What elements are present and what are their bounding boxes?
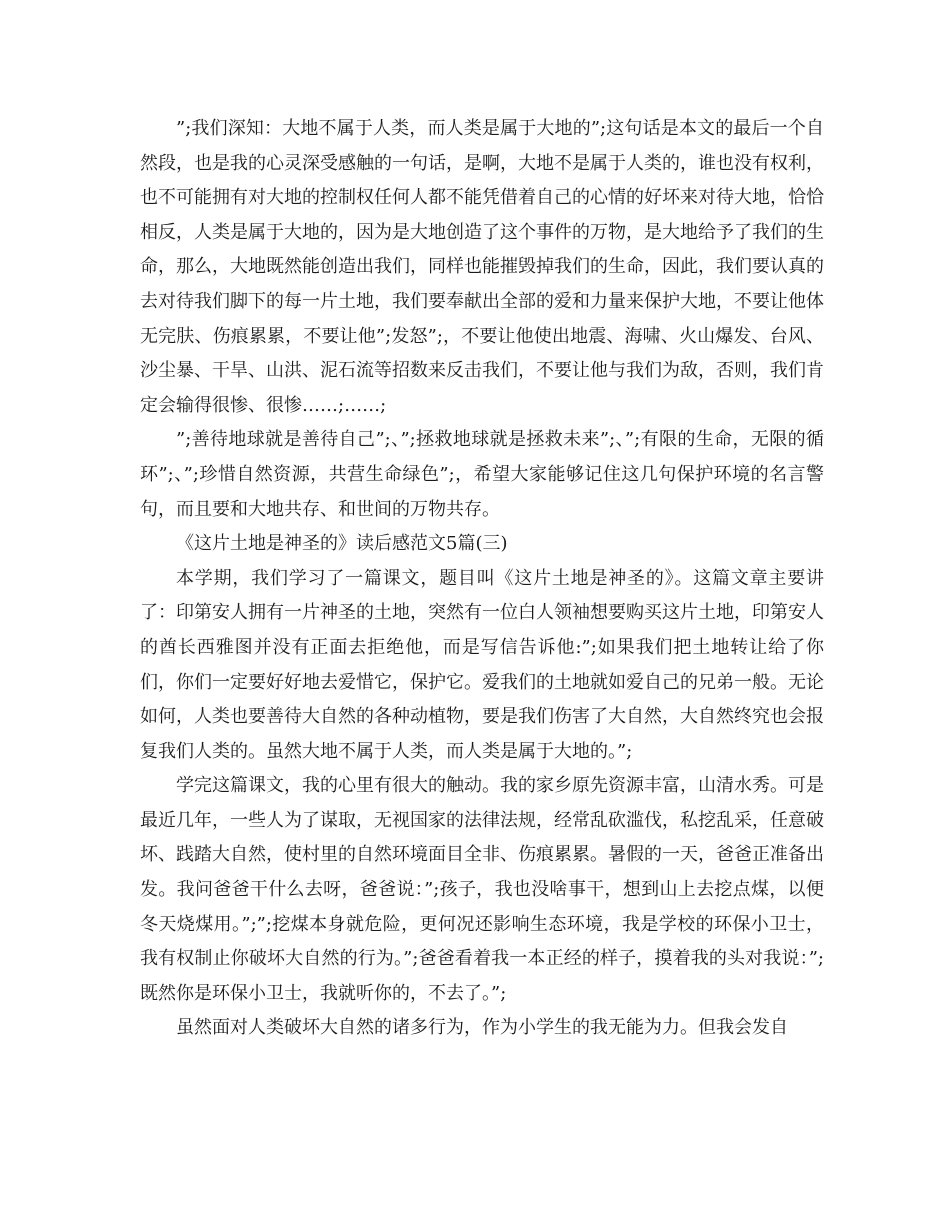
paragraph-5: 虽然面对人类破坏大自然的诸多行为，作为小学生的我无能为力。但我会发自: [176, 1017, 788, 1039]
paragraph-2: ”;善待地球就是善待自己”;、”;拯救地球就是拯救未来”;、”;有限的生命，无限的循环”;、”;珍惜自然资源，共营生命绿色”;，希望大家能够记住这几句保护环境的名言警句，而且要和大地共存、和世间的万物共存。: [140, 429, 824, 520]
document-page: [140, 112, 824, 1046]
paragraph-4: 学完这篇课文，我的心里有很大的触动。我的家乡原先资源丰富，山清水秀。可是最近几年，一些人为了谋取，无视国家的法律法规，经常乱砍滥伐，私挖乱采，任意破坏、践踏大自然，使村里的自然环境面目全非、伤痕累累。暑假的一天，爸爸正准备出发。我问爸爸干什么去呀，爸爸说：”;孩子，我也没啥事干，想到山上去挖点煤，以便冬天烧煤用。”;”;挖煤本身就危险，更何况还影响生态环境，我是学校的环保小卫士，我有权制止你破坏大自然的行为。”;爸爸看着我一本正经的样子，摸着我的头对我说：”;既然你是环保小卫士，我就听你的，不去了。”;: [140, 775, 824, 1004]
paragraph-1: ”;我们深知：大地不属于人类，而人类是属于大地的”;这句话是本文的最后一个自然段，也是我的心灵深受感触的一句话，是啊，大地不是属于人类的，谁也没有权利，也不可能拥有对大地的控制权任何人都不能凭借着自己的心情的好坏来对待大地，恰恰相反，人类是属于大地的，因为是大地创造了这个事件的万物，是大地给予了我们的生命，那么，大地既然能创造出我们，同样也能摧毁掉我们的生命，因此，我们要认真的去对待我们脚下的每一片土地，我们要奉献出全部的爱和力量来保护大地，不要让他体无完肤、伤痕累累，不要让他”;发怒”;，不要让他使出地震、海啸、火山爆发、台风、沙尘暴、干旱、山洪、泥石流等招数来反击我们，不要让他与我们为敌，否则，我们肯定会输得很惨、很惨……;……;: [140, 118, 824, 416]
paragraph-3: 本学期，我们学习了一篇课文，题目叫《这片土地是神圣的》。这篇文章主要讲了：印第安人拥有一片神圣的土地，突然有一位白人领袖想要购买这片土地，印第安人的酋长西雅图并没有正面去拒绝他，而是写信告诉他:”;如果我们把土地转让给了你们，你们一定要好好地去爱惜它，保护它。爱我们的土地就如爱自己的兄弟一般。无论如何，人类也要善待大自然的各种动植物，要是我们伤害了大自然，大自然终究也会报复我们人类的。虽然大地不属于人类，而人类是属于大地的。”;: [140, 567, 824, 762]
section-heading: 《这片土地是神圣的》读后感范文5篇(三): [176, 533, 508, 555]
